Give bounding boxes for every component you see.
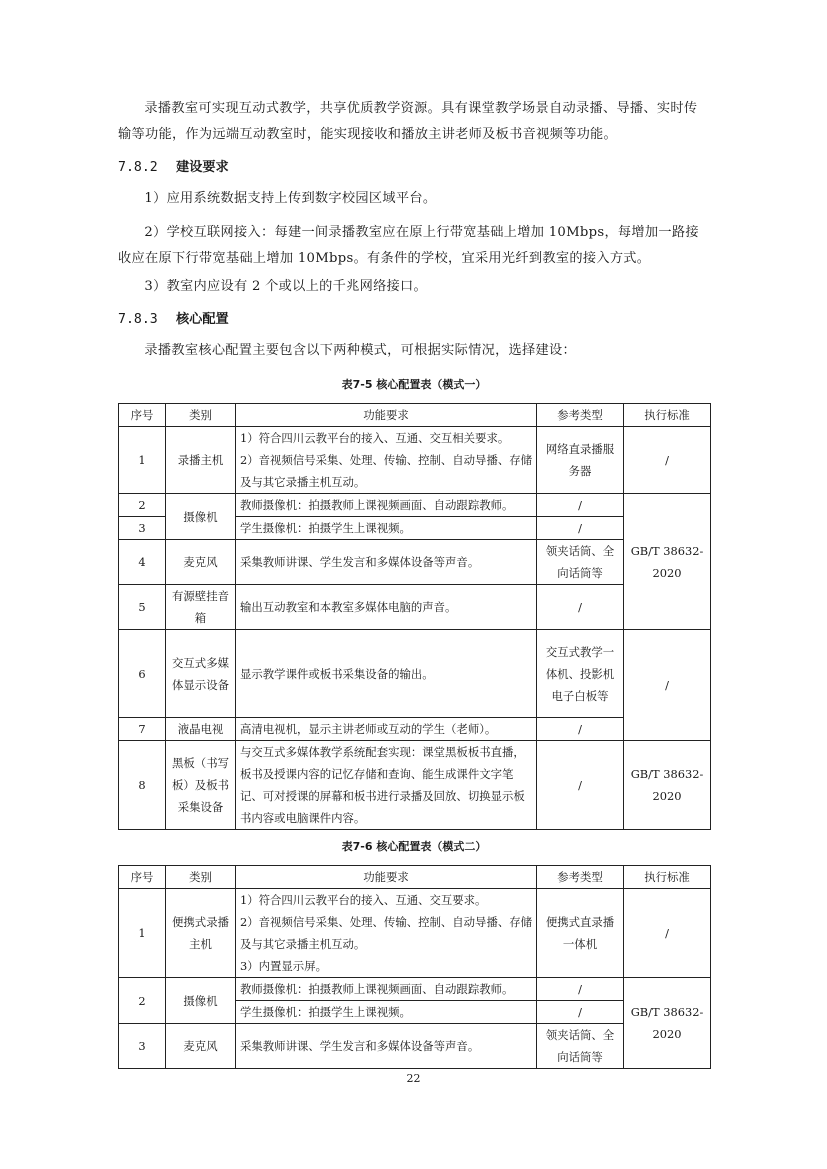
- standard-cell: /: [624, 427, 711, 494]
- requirement-cell: 高清电视机，显示主讲老师或互动的学生（老师）。: [236, 718, 537, 741]
- reference-type-cell: 便携式直录播一体机: [537, 889, 624, 978]
- requirement-2: 2）学校互联网接入：每建一间录播教室应在原上行带宽基础上增加 10Mbps，每增加一路接收应在原下行带宽基础上增加 10Mbps。有条件的学校，宜采用光纤到教室的接入方式。: [118, 225, 699, 266]
- reference-type-cell: /: [537, 1001, 624, 1024]
- header-cell: 功能要求: [236, 404, 537, 427]
- requirement-cell: 学生摄像机：拍摄学生上课视频。: [236, 517, 537, 540]
- category-cell: 便携式录播主机: [166, 889, 236, 978]
- row-number: 4: [119, 540, 166, 585]
- table-header-row: [119, 866, 711, 889]
- table-row: [119, 1024, 711, 1069]
- table-row: [119, 630, 711, 718]
- requirement-cell: 学生摄像机：拍摄学生上课视频。: [236, 1001, 537, 1024]
- table-row: [119, 741, 711, 830]
- reference-type-cell: /: [537, 978, 624, 1001]
- reference-type-cell: /: [537, 517, 624, 540]
- reference-type-cell: /: [537, 741, 624, 830]
- category-cell: 有源壁挂音箱: [166, 585, 236, 630]
- row-number: 1: [119, 889, 166, 978]
- category-cell: 录播主机: [166, 427, 236, 494]
- reference-type-cell: /: [537, 718, 624, 741]
- config-table-mode-1: [118, 403, 711, 830]
- reference-type-cell: /: [537, 494, 624, 517]
- section-title: 核心配置: [176, 312, 229, 327]
- reference-type-cell: /: [537, 585, 624, 630]
- row-number: 1: [119, 427, 166, 494]
- requirement-cell: 采集教师讲课、学生发言和多媒体设备等声音。: [236, 540, 537, 585]
- standard-cell: GB/T 38632-2020: [624, 978, 711, 1069]
- standard-cell: /: [624, 889, 711, 978]
- page-number: 22: [406, 1072, 421, 1085]
- row-number: 3: [119, 1024, 166, 1069]
- table-row: [119, 494, 711, 517]
- table-row: [119, 427, 711, 494]
- intro-paragraph: 录播教室可实现互动式教学，共享优质教学资源。具有课堂教学场景自动录播、导播、实时传输等功能，作为远端互动教室时，能实现接收和播放主讲老师及板书音视频等功能。: [118, 101, 698, 142]
- section-heading-7-8-3: [118, 308, 229, 327]
- category-cell: 摄像机: [166, 978, 236, 1024]
- row-number: 2: [119, 494, 166, 517]
- requirement-3: 3）教室内应设有 2 个或以上的千兆网络接口。: [144, 279, 428, 294]
- row-number: 7: [119, 718, 166, 741]
- row-number: 6: [119, 630, 166, 718]
- core-config-intro: 录播教室核心配置主要包含以下两种模式，可根据实际情况，选择建设：: [144, 343, 576, 358]
- table2-caption: 表7-6 核心配置表（模式二）: [341, 840, 487, 853]
- standard-cell: GB/T 38632-2020: [624, 494, 711, 630]
- reference-type-cell: 网络直录播服务器: [537, 427, 624, 494]
- row-number: 5: [119, 585, 166, 630]
- table-row: [119, 585, 711, 630]
- standard-cell: /: [624, 630, 711, 741]
- header-cell: 序号: [119, 404, 166, 427]
- requirement-1: 1）应用系统数据支持上传到数字校园区域平台。: [144, 191, 437, 206]
- section-heading-7-8-2: [118, 156, 229, 175]
- requirement-line: 3）内置显示屏。: [240, 959, 327, 973]
- header-cell: 执行标准: [624, 404, 711, 427]
- table-header-row: [119, 404, 711, 427]
- header-cell: 类别: [166, 866, 236, 889]
- header-cell: 类别: [166, 404, 236, 427]
- requirement-line: 1）符合四川云教平台的接入、互通、交互相关要求。: [240, 431, 510, 445]
- table-row: [119, 540, 711, 585]
- section-number: 7.8.3: [118, 312, 158, 327]
- row-number: 2: [119, 978, 166, 1024]
- table-row: [119, 978, 711, 1001]
- header-cell: 功能要求: [236, 866, 537, 889]
- header-cell: 参考类型: [537, 404, 624, 427]
- category-cell: 麦克风: [166, 1024, 236, 1069]
- requirement-cell: 采集教师讲课、学生发言和多媒体设备等声音。: [236, 1024, 537, 1069]
- row-number: 3: [119, 517, 166, 540]
- requirement-cell: 显示教学课件或板书采集设备的输出。: [236, 630, 537, 718]
- requirement-cell: [236, 427, 537, 494]
- standard-cell: GB/T 38632-2020: [624, 741, 711, 830]
- row-number: 8: [119, 741, 166, 830]
- header-cell: 参考类型: [537, 866, 624, 889]
- category-cell: 液晶电视: [166, 718, 236, 741]
- category-cell: 麦克风: [166, 540, 236, 585]
- requirement-line: 2）音视频信号采集、处理、传输、控制、自动导播、存储及与其它录播主机互动。: [240, 915, 533, 951]
- requirement-cell: [236, 889, 537, 978]
- requirement-cell: 教师摄像机：拍摄教师上课视频画面、自动跟踪教师。: [236, 978, 537, 1001]
- category-cell: 黑板（书写板）及板书采集设备: [166, 741, 236, 830]
- category-cell: 交互式多媒体显示设备: [166, 630, 236, 718]
- requirement-cell: 教师摄像机：拍摄教师上课视频画面、自动跟踪教师。: [236, 494, 537, 517]
- section-number: 7.8.2: [118, 160, 158, 175]
- header-cell: 执行标准: [624, 866, 711, 889]
- requirement-cell: 与交互式多媒体教学系统配套实现：课堂黑板板书直播，板书及授课内容的记忆存储和查询、能生成课件文字笔记、可对授课的屏幕和板书进行录播及回放、切换显示板书内容或电脑课件内容。: [236, 741, 537, 830]
- section-title: 建设要求: [176, 160, 229, 175]
- reference-type-cell: 领夹话筒、全向话筒等: [537, 1024, 624, 1069]
- reference-type-cell: 交互式教学一体机、投影机电子白板等: [537, 630, 624, 718]
- header-cell: 序号: [119, 866, 166, 889]
- requirement-cell: 输出互动教室和本教室多媒体电脑的声音。: [236, 585, 537, 630]
- table-row: [119, 718, 711, 741]
- reference-type-cell: 领夹话筒、全向话筒等: [537, 540, 624, 585]
- requirement-line: 2）音视频信号采集、处理、传输、控制、自动导播、存储及与其它录播主机互动。: [240, 453, 533, 489]
- config-table-mode-2: [118, 865, 711, 1069]
- table-row: [119, 889, 711, 978]
- requirement-line: 1）符合四川云教平台的接入、互通、交互要求。: [240, 893, 487, 907]
- category-cell: 摄像机: [166, 494, 236, 540]
- table1-caption: 表7-5 核心配置表（模式一）: [341, 378, 487, 391]
